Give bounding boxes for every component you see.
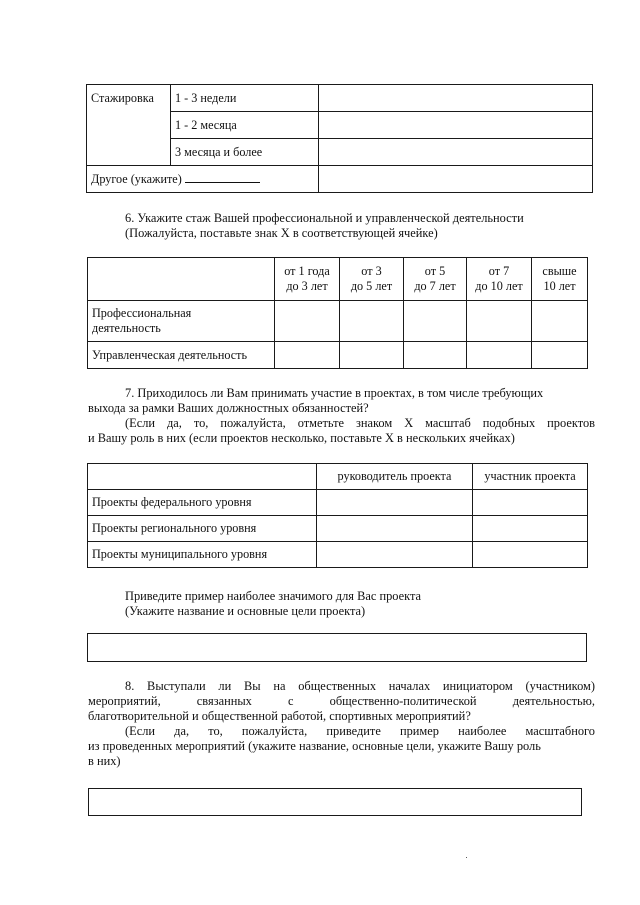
q8-line1: 8. Выступали ли Вы на общественных началах инициатором (участником) — [125, 679, 595, 693]
projects-row-label: Проекты регионального уровня — [88, 516, 317, 542]
experience-table — [87, 257, 588, 369]
experience-answer-cell[interactable] — [340, 301, 404, 342]
projects-corner-cell — [88, 464, 317, 490]
q8-line2: мероприятий, связанных с общественно-политической деятельностью, — [88, 694, 595, 708]
q6-title: 6. Укажите стаж Вашей профессиональной и управленческой деятельности — [125, 211, 524, 225]
q8-line6: в них) — [88, 754, 121, 768]
projects-answer-cell[interactable] — [473, 490, 588, 516]
experience-col-header: от 3 до 5 лет — [340, 258, 404, 301]
experience-answer-cell[interactable] — [532, 342, 588, 369]
experience-answer-cell[interactable] — [404, 301, 467, 342]
project-example-field[interactable] — [87, 633, 587, 662]
projects-table — [87, 463, 588, 568]
internship-other-blank[interactable] — [185, 172, 260, 183]
internship-answer-cell[interactable] — [319, 112, 593, 139]
internship-answer-cell[interactable] — [319, 139, 593, 166]
experience-answer-cell[interactable] — [467, 342, 532, 369]
experience-answer-cell[interactable] — [467, 301, 532, 342]
projects-col-header: участник проекта — [473, 464, 588, 490]
projects-answer-cell[interactable] — [317, 516, 473, 542]
experience-row-label: Управленческая деятельность — [88, 342, 275, 369]
experience-answer-cell[interactable] — [404, 342, 467, 369]
projects-row-label: Проекты федерального уровня — [88, 490, 317, 516]
q7-line1: 7. Приходилось ли Вам принимать участие в проектах, в том числе требующих — [125, 386, 544, 400]
projects-answer-cell[interactable] — [473, 516, 588, 542]
projects-row-label: Проекты муниципального уровня — [88, 542, 317, 568]
internship-table — [86, 84, 593, 193]
q6-hint: (Пожалуйста, поставьте знак Х в соответствующей ячейке) — [125, 226, 438, 240]
experience-col-header: свыше 10 лет — [532, 258, 588, 301]
projects-answer-cell[interactable] — [317, 490, 473, 516]
projects-col-header: руководитель проекта — [317, 464, 473, 490]
internship-other-cell — [87, 166, 319, 193]
experience-answer-cell[interactable] — [275, 342, 340, 369]
internship-option: 1 - 2 месяца — [171, 112, 319, 139]
experience-col-header: от 1 года до 3 лет — [275, 258, 340, 301]
event-example-field[interactable] — [88, 788, 582, 816]
scan-speck — [466, 857, 467, 858]
q7-line3: (Если да, то, пожалуйста, отметьте знаком Х масштаб подобных проектов — [125, 416, 595, 430]
experience-col-header: от 5 до 7 лет — [404, 258, 467, 301]
q7-line2: выхода за рамки Ваших должностных обязанностей? — [88, 401, 369, 415]
q7-example-hint: (Укажите название и основные цели проекта) — [125, 604, 366, 618]
internship-label: Стажировка — [87, 85, 171, 166]
internship-option: 1 - 3 недели — [171, 85, 319, 112]
q7-line4: и Вашу роль в них (если проектов несколько, поставьте Х в нескольких ячейках) — [88, 431, 515, 445]
q7-example-title: Приведите пример наиболее значимого для Вас проекта — [125, 589, 422, 603]
internship-option: 3 месяца и более — [171, 139, 319, 166]
internship-answer-cell[interactable] — [319, 166, 593, 193]
q8-line5: из проведенных мероприятий (укажите название, основные цели, укажите Вашу роль — [88, 739, 541, 753]
experience-col-header: от 7 до 10 лет — [467, 258, 532, 301]
internship-other-label: Другое (укажите) — [91, 171, 182, 186]
q8-line4: (Если да, то, пожалуйста, приведите пример наиболее масштабного — [125, 724, 595, 738]
experience-answer-cell[interactable] — [340, 342, 404, 369]
experience-answer-cell[interactable] — [532, 301, 588, 342]
projects-answer-cell[interactable] — [317, 542, 473, 568]
internship-answer-cell[interactable] — [319, 85, 593, 112]
q8-line3: благотворительной и общественной работой, спортивных мероприятий? — [88, 709, 471, 723]
experience-answer-cell[interactable] — [275, 301, 340, 342]
projects-answer-cell[interactable] — [473, 542, 588, 568]
experience-corner-cell — [88, 258, 275, 301]
experience-row-label: Профессиональная деятельность — [88, 301, 275, 342]
